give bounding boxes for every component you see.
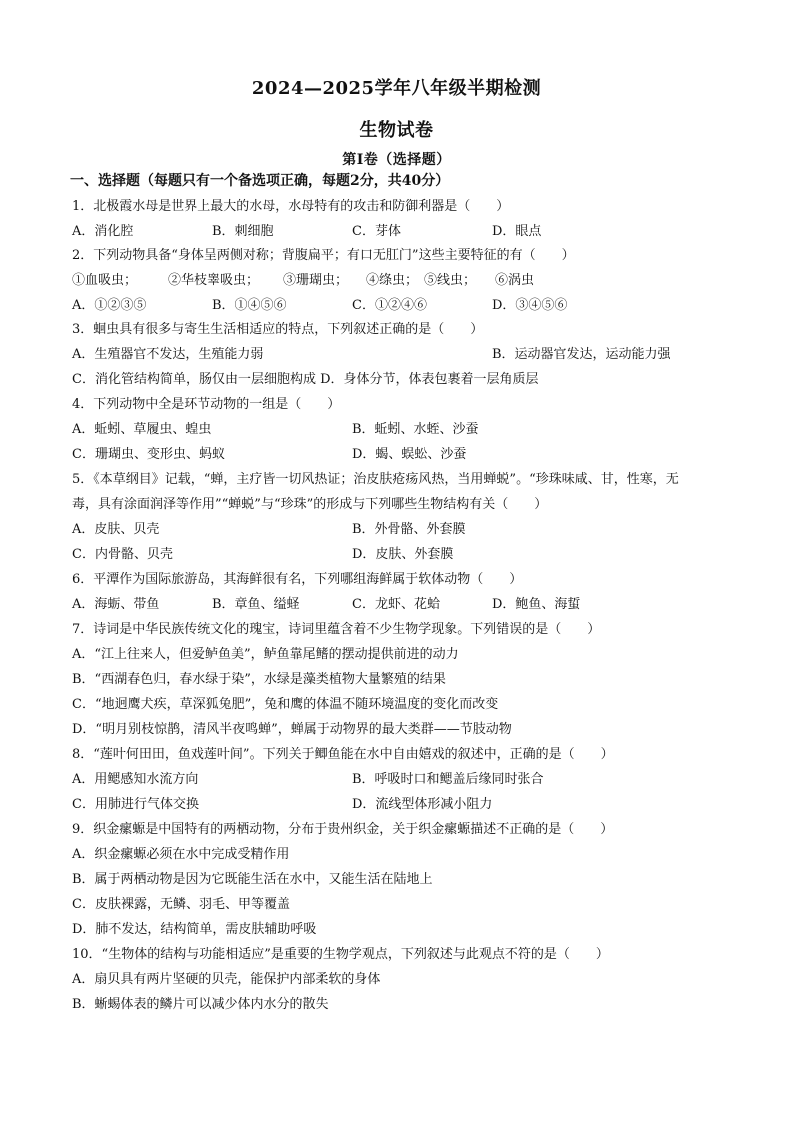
q10-option-a: A．扇贝具有两片坚硬的贝壳，能保护内部柔软的身体: [72, 972, 381, 987]
question-5-stem-line2: 毒，具有涂面润泽等作用”“蝉蜕”与“珍珠”的形成与下列哪些生物结构有关（ ）: [72, 497, 548, 512]
q2-item-1: ①血吸虫；: [72, 273, 138, 288]
q5-option-b: B．外骨骼、外套膜: [352, 522, 466, 537]
q7-option-a: A．“江上往来人，但爱鲈鱼美”，鲈鱼靠尾鳍的摆动提供前进的动力: [72, 647, 459, 662]
question-3-stem: 3．蛔虫具有很多与寄生生活相适应的特点，下列叙述正确的是（ ）: [72, 322, 484, 337]
q6-option-c: C．龙虾、花蛤: [352, 597, 440, 612]
q8-option-d: D．流线型体形减小阻力: [352, 797, 493, 812]
q4-option-d: D．蝎、蜈蚣、沙蚕: [352, 447, 467, 462]
q9-option-d: D．肺不发达，结构简单，需皮肤辅助呼吸: [72, 922, 317, 937]
q3-option-cd: C．消化管结构简单，肠仅由一层细胞构成 D．身体分节，体表包裹着一层角质层: [72, 372, 539, 387]
q7-option-d: D．“明月别枝惊鹊，清风半夜鸣蝉”，蝉属于动物界的最大类群——节肢动物: [72, 722, 512, 737]
q4-option-a: A．蚯蚓、草履虫、蝗虫: [72, 422, 212, 437]
q2-option-b: B．①④⑤⑥: [212, 298, 287, 313]
q8-option-c: C．用肺进行气体交换: [72, 797, 199, 812]
q5-option-c: C．内骨骼、贝壳: [72, 547, 173, 562]
part-heading: 第Ⅰ卷（选择题）: [342, 152, 451, 168]
question-8-stem: 8．“莲叶何田田，鱼戏莲叶间”。下列关于鲫鱼能在水中自由嬉戏的叙述中，正确的是（ ）: [72, 747, 614, 762]
q8-option-a: A．用鳃感知水流方向: [72, 772, 199, 787]
section-heading: 一、选择题（每题只有一个备选项正确，每题2分，共40分）: [70, 173, 450, 189]
q2-item-3: ③珊瑚虫；: [283, 273, 349, 288]
question-5-stem-line1: 5．《本草纲目》记载，“蝉，主疗皆一切风热证；治皮肤疮疡风热，当用蝉蜕”。“珍珠味咸、甘，性寒，无: [72, 472, 679, 487]
q5-option-a: A．皮肤、贝壳: [72, 522, 160, 537]
q7-option-b: B．“西湖春色归，春水绿于染”，水绿是藻类植物大量繁殖的结果: [72, 672, 446, 687]
q2-item-5: ⑤线虫；: [424, 273, 477, 288]
q2-option-c: C．①②④⑥: [352, 298, 427, 313]
q1-option-d: D．眼点: [492, 224, 542, 239]
q10-option-b: B．蜥蜴体表的鳞片可以减少体内水分的散失: [72, 997, 329, 1012]
q3-option-a: A．生殖器官不发达，生殖能力弱: [72, 347, 264, 362]
q7-option-c: C．“地迥鹰犬疾，草深狐兔肥”，兔和鹰的体温不随环境温度的变化而改变: [72, 697, 499, 712]
q2-item-6: ⑥涡虫: [495, 273, 535, 288]
question-4-stem: 4．下列动物中全是环节动物的一组是（ ）: [72, 397, 341, 412]
q9-option-b: B．属于两栖动物是因为它既能生活在水中，又能生活在陆地上: [72, 872, 433, 887]
q1-option-a: A．消化腔: [72, 224, 134, 239]
question-7-stem: 7．诗词是中华民族传统文化的瑰宝，诗词里蕴含着不少生物学现象。下列错误的是（ ）: [72, 622, 601, 637]
q2-item-4: ④绦虫；: [366, 273, 419, 288]
q2-item-2: ②华枝睾吸虫；: [168, 273, 260, 288]
q6-option-d: D．鲍鱼、海蜇: [492, 597, 581, 612]
question-9-stem: 9．织金瘰螈是中国特有的两栖动物，分布于贵州织金，关于织金瘰螈描述不正确的是（ ）: [72, 822, 614, 837]
q1-option-b: B．刺细胞: [212, 224, 274, 239]
question-1-stem: 1．北极霞水母是世界上最大的水母，水母特有的攻击和防御利器是（ ）: [72, 199, 510, 214]
q4-option-b: B．蚯蚓、水蛭、沙蚕: [352, 422, 479, 437]
q2-option-a: A．①②③⑤: [72, 298, 147, 313]
question-2-stem: 2．下列动物具备“身体呈两侧对称；背腹扁平；有口无肛门”这些主要特征的有（ ）: [72, 248, 575, 263]
q3-option-b: B．运动器官发达，运动能力强: [492, 347, 671, 362]
exam-subtitle: 生物试卷: [359, 120, 434, 141]
q1-option-c: C．芽体: [352, 224, 401, 239]
question-10-stem: 10．“生物体的结构与功能相适应”是重要的生物学观点，下列叙述与此观点不符的是（ ）: [72, 947, 609, 962]
q9-option-c: C．皮肤裸露，无鳞、羽毛、甲等覆盖: [72, 897, 290, 912]
question-6-stem: 6．平潭作为国际旅游岛，其海鲜很有名，下列哪组海鲜属于软体动物（ ）: [72, 572, 523, 587]
q6-option-b: B．章鱼、缢蛏: [212, 597, 300, 612]
q4-option-c: C．珊瑚虫、变形虫、蚂蚁: [72, 447, 225, 462]
q9-option-a: A．织金瘰螈必须在水中完成受精作用: [72, 847, 290, 862]
q2-option-d: D．③④⑤⑥: [492, 298, 568, 313]
exam-title: 2024—2025学年八年级半期检测: [251, 78, 542, 99]
q8-option-b: B．呼吸时口和鳃盖后缘同时张合: [352, 772, 544, 787]
q5-option-d: D．皮肤、外套膜: [352, 547, 454, 562]
q6-option-a: A．海蛎、带鱼: [72, 597, 160, 612]
